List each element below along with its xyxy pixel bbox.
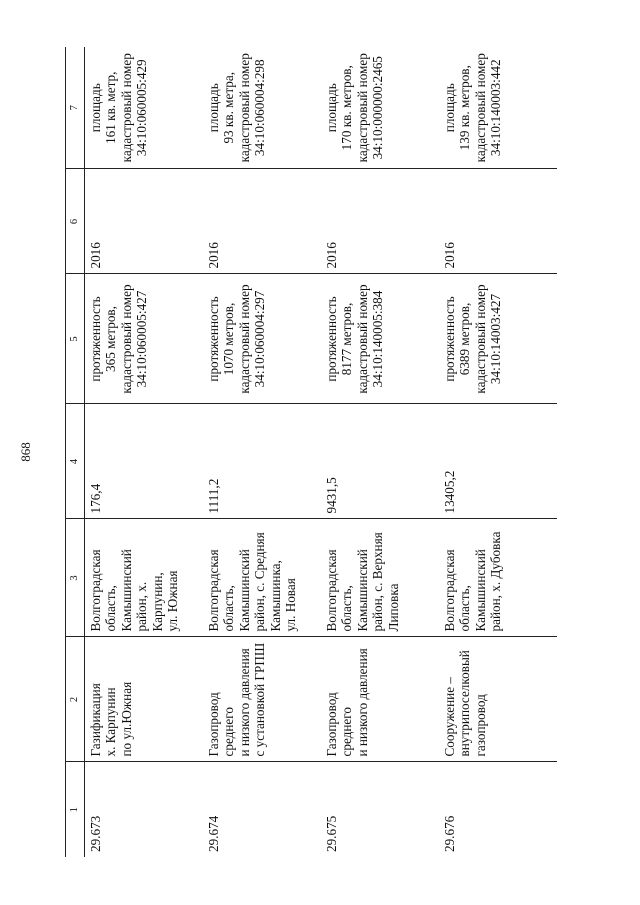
object-name [439,637,557,762]
table-row [85,47,204,857]
object-area [85,47,204,169]
column-header-6: 6 [66,169,85,274]
row-number-text: 29.675 [324,815,339,852]
column-header-2: 2 [66,637,85,762]
object-value-text: 176,4 [88,483,103,514]
object-name [85,637,204,762]
object-length-text: протяженность 365 метров, кадастровый номер 34:10:060005:427 [88,284,150,394]
object-address-text: Волгоградская область, Камышинский район, с. Средняя Камышинка, ул. Новая [206,532,299,632]
object-address-text: Волгоградская область, Камышинский район, х. Дубовка [442,531,504,632]
object-name-text: Газопровод среднего и низкого давления с установкой ГРПШ [206,642,268,757]
table-row [321,47,439,857]
object-length [85,274,204,404]
object-area [439,47,557,169]
row-number [439,762,557,857]
column-header-7: 7 [66,47,85,169]
object-address [85,519,204,637]
object-value-text: 1111,2 [206,478,221,514]
object-name-text: Газопровод среднего и низкого давления [324,648,370,757]
object-length [321,274,439,404]
object-length [439,274,557,404]
rotated-table-container [65,47,575,857]
object-area-text: площадь 170 кв. метров, кадастровый номер 34:10:000000:2465 [324,53,386,163]
object-area [321,47,439,169]
object-address-text: Волгоградская область, Камышинский район, с. Верхняя Липовка [324,532,401,632]
object-year [85,169,204,274]
row-number [321,762,439,857]
object-name-text: Сооружение – внутрипоселковый газопровод [442,650,488,757]
object-year [203,169,321,274]
object-value [203,404,321,519]
column-header-1: 1 [66,762,85,857]
table-row [439,47,557,857]
object-year [439,169,557,274]
object-name-text: Газификация х. Карпунин по ул.Южная [88,681,134,757]
object-name [203,637,321,762]
object-length-text: протяженность 1070 метров, кадастровый номер 34:10:060004:297 [206,284,268,394]
column-header-5: 5 [66,274,85,404]
gas-pipeline-table [65,47,557,857]
object-length [203,274,321,404]
object-area-text: площадь 139 кв. метров, кадастровый номер 34:10:140003:442 [442,53,504,163]
table-row [203,47,321,857]
object-area [203,47,321,169]
object-year-text: 2016 [88,242,103,269]
object-length-text: протяженность 6389 метров, кадастровый номер 34:10:14003:427 [442,284,504,394]
object-value-text: 9431,5 [324,477,339,514]
object-address-text: Волгоградская область, Камышинский район, х. Карпунин, ул. Южная [88,549,181,632]
object-year-text: 2016 [206,242,221,269]
object-address [321,519,439,637]
object-length-text: протяженность 8177 метров, кадастровый номер 34:10:140005:384 [324,284,386,394]
column-header-4: 4 [66,404,85,519]
object-value [439,404,557,519]
page-number: 868 [18,442,33,462]
object-area-text: площадь 93 кв. метра, кадастровый номер 34:10:060004:298 [206,53,268,163]
object-address [203,519,321,637]
header-row [66,47,85,857]
column-header-3: 3 [66,519,85,637]
object-value-text: 13405,2 [442,470,457,514]
object-name [321,637,439,762]
row-number [85,762,204,857]
object-area-text: площадь 161 кв. метр, кадастровый номер 34:10:060005:429 [88,53,150,163]
object-value [321,404,439,519]
object-year [321,169,439,274]
object-year-text: 2016 [442,242,457,269]
object-year-text: 2016 [324,242,339,269]
object-address [439,519,557,637]
row-number-text: 29.674 [206,815,221,852]
row-number-text: 29.676 [442,815,457,852]
row-number [203,762,321,857]
object-value [85,404,204,519]
row-number-text: 29.673 [88,815,103,852]
